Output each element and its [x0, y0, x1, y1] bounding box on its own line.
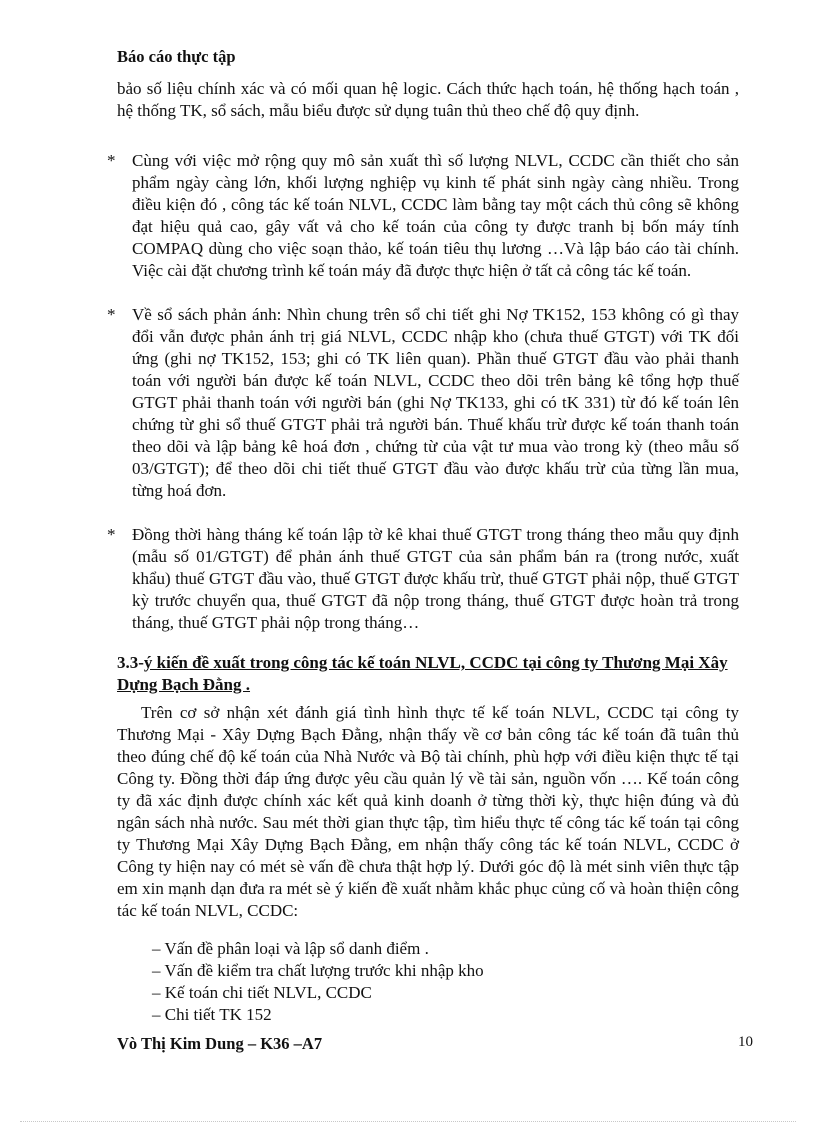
section-number: 3.3-: [117, 653, 144, 672]
intro-paragraph: bảo số liệu chính xác và có mối quan hệ logic. Cách thức hạch toán, hệ thống hạch toán , hệ thống TK, sổ sách, mẫu biểu được sử dụng tuân thủ theo chế độ quy định.: [117, 79, 739, 120]
asterisk-bullet-icon: *: [107, 525, 116, 544]
body-paragraph: Trên cơ sở nhận xét đánh giá tình hình thực tế kế toán NLVL, CCDC tại công ty Thương Mại - Xây Dựng Bạch Đằng, nhận thấy về cơ bản công tác kế toán đã tuân thủ theo đúng chế độ kế toán của Nhà Nước và Bộ tài chính, phù hợp với điều kiện thực tế tại Công ty. Đồng thời đáp ứng được yêu cầu quản lý về tài sản, nguồn vốn …. Kế toán công ty đã xác định được chính xác kết quả kinh doanh ở từng thời kỳ, thực hiện đúng và đủ ngân sách nhà nước. Sau mét thời gian thực tập, tìm hiểu thực tế công tác kế toán tại công ty Thương Mại Xây Dựng Bạch Đằng, em nhận thấy công tác kế toán NLVL, CCDC ở Công ty hiện nay có mét sè vấn đề chưa thật hợp lý. Dưới góc độ là mét sinh viên thực tập em xin mạnh dạn đưa ra mét sè ý kiến đề xuất nhằm khắc phục củng cố và hoàn thiện công tác kế toán NLVL, CCDC:: [117, 703, 739, 920]
asterisk-bullet-icon: *: [107, 305, 116, 324]
list-item: – Vấn đề kiểm tra chất lượng trước khi nhập kho: [152, 961, 484, 980]
footer-author: Vò Thị Kim Dung – K36 –A7: [117, 1034, 323, 1053]
page-number: 10: [738, 1034, 753, 1050]
bullet-text: Về sổ sách phản ánh: Nhìn chung trên sổ chi tiết ghi Nợ TK152, 153 không có gì thay đổi vẫn được phản ánh trị giá NLVL, CCDC nhập kho (chưa thuế GTGT) với TK đối ứng (ghi nợ TK152, 153; ghi có TK liên quan). Phần thuế GTGT đầu vào phải thanh toán với người bán được kế toán NLVL, CCDC theo dõi trên bảng kê tổng hợp thuế GTGT phải thanh toán với người bán (ghi Nợ TK133, ghi có tK 331) từ đó kế toán lên chứng từ ghi sổ thuế GTGT phải trả người bán. Thuế khấu trừ được kế toán thanh toán theo dõi và lập bảng kê hoá đơn , chứng từ của vật tư mua vào trong kỳ (theo mẫu số 03/GTGT); để theo dõi chi tiết thuế GTGT đầu vào được khấu trừ của từng lần mua, từng hoá đơn.: [132, 305, 739, 500]
bullet-item: [107, 524, 739, 634]
bullet-item: [107, 150, 739, 282]
section-heading: [117, 652, 742, 696]
bullet-item: [107, 304, 739, 502]
section-title: ý kiến đề xuất trong công tác kế toán NLVL, CCDC tại công ty Thương Mại Xây Dựng Bạch Đằng .: [117, 653, 728, 694]
list-item: – Chi tiết TK 152: [152, 1005, 272, 1024]
bullet-text: Đồng thời hàng tháng kế toán lập tờ kê khai thuế GTGT trong tháng theo mẫu quy định (mẫu số 01/GTGT) để phản ánh thuế GTGT của sản phẩm bán ra (trong nước, xuất khẩu) thuế GTGT đầu vào, thuế GTGT được khấu trừ, thuế GTGT phải nộp, thuế GTGT kỳ trước chuyển qua, thuế GTGT đã nộp trong tháng, thuế GTGT được hoàn trả trong tháng, thuế GTGT phải nộp trong tháng…: [132, 525, 739, 632]
proposal-list: [152, 938, 652, 1026]
page-header-title: Báo cáo thực tập: [117, 47, 236, 66]
asterisk-bullet-icon: *: [107, 151, 116, 170]
list-item: – Vấn đề phân loại và lập sổ danh điểm .: [152, 939, 429, 958]
bullet-text: Cùng với việc mở rộng quy mô sản xuất thì số lượng NLVL, CCDC cần thiết cho sản phẩm ngày càng lớn, khối lượng nghiệp vụ kinh tế phát sinh ngày càng nhiều. Trong điều kiện đó , công tác kế toán NLVL, CCDC làm bằng tay một cách thủ công sẽ không đạt hiệu quả cao, gây vất vả cho kế toán của công ty được tranh bị bốn máy tính COMPAQ dùng cho việc soạn thảo, kế toán tiêu thụ lương …Và lập báo cáo tài chính. Việc cài đặt chương trình kế toán máy đã được thực hiện ở tất cả công tác kế toán.: [132, 151, 739, 280]
page-bottom-divider: [20, 1121, 796, 1122]
list-item: – Kế toán chi tiết NLVL, CCDC: [152, 983, 372, 1002]
